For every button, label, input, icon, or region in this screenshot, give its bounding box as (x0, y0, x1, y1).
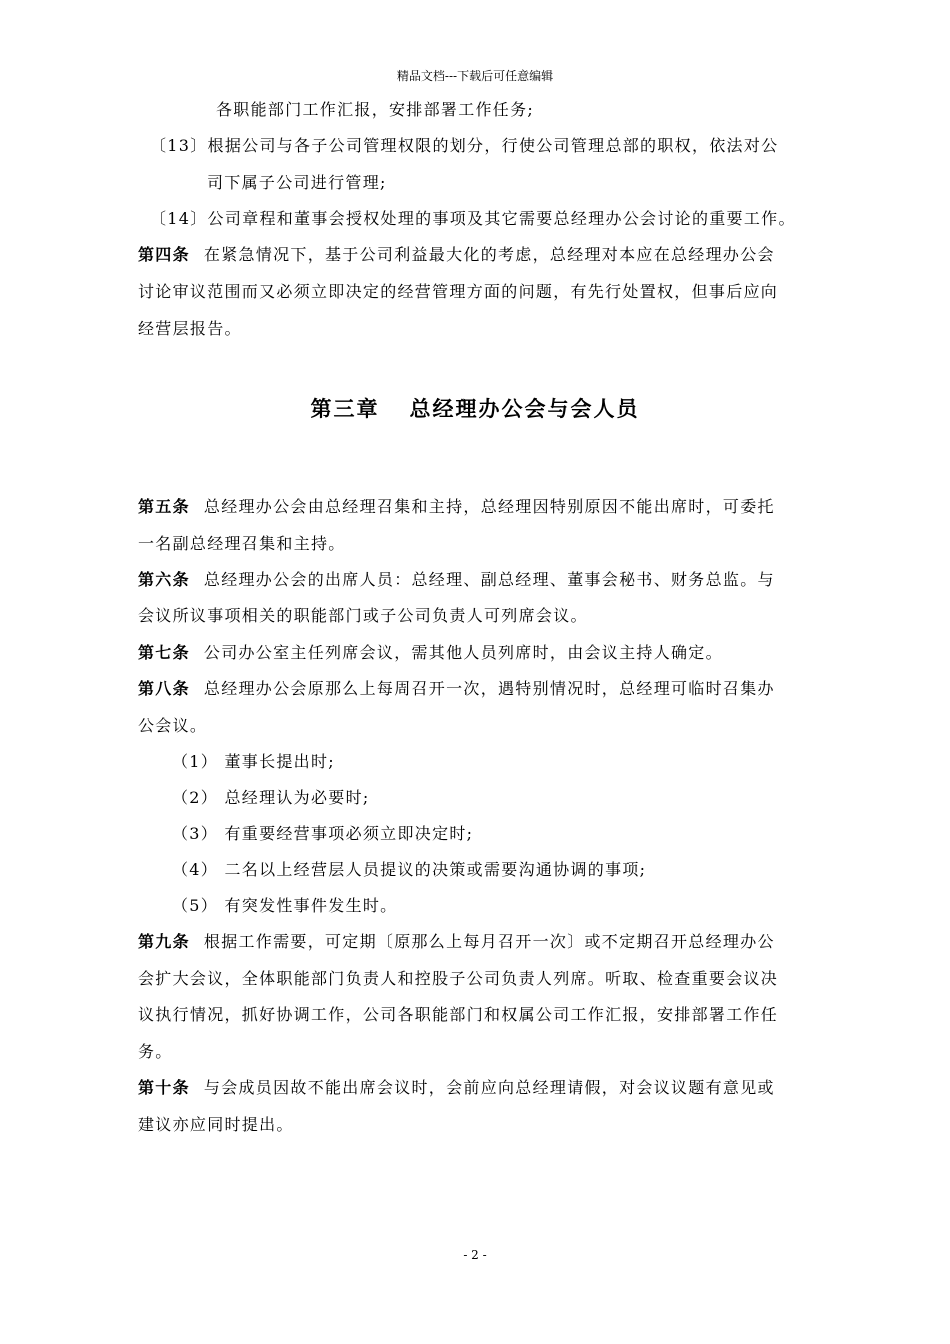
list-item: （4） 二名以上经营层人员提议的决策或需要沟通协调的事项; (172, 860, 647, 879)
chapter-heading (0, 393, 950, 423)
text-line: 各职能部门工作汇报，安排部署工作任务; (216, 100, 535, 119)
text-line: 〔13〕根据公司与各子公司管理权限的划分，行使公司管理总部的职权，依法对公 (150, 136, 779, 155)
page-header: 精品文档---下载后可任意编辑 (396, 69, 554, 83)
text-line: 务。 (138, 1042, 173, 1061)
chapter-number: 第三章 (310, 396, 380, 421)
list-item: （5） 有突发性事件发生时。 (172, 896, 398, 915)
list-item: （2） 总经理认为必要时; (172, 788, 370, 807)
text-line: 会扩大会议，全体职能部门负责人和控股子公司负责人列席。听取、检查重要会议决 (138, 969, 779, 988)
article-10: 第十条 与会成员因故不能出席会议时，会前应向总经理请假，对会议议题有意见或 (138, 1078, 775, 1097)
article-6: 第六条 总经理办公会的出席人员：总经理、副总经理、董事会秘书、财务总监。与 (138, 570, 775, 589)
list-item: （3） 有重要经营事项必须立即决定时; (172, 824, 474, 843)
text-line: 建议亦应同时提出。 (138, 1115, 294, 1134)
article-5: 第五条 总经理办公会由总经理召集和主持，总经理因特别原因不能出席时，可委托 (138, 497, 775, 516)
text-line: 议执行情况，抓好协调工作，公司各职能部门和权属公司工作汇报，安排部署工作任 (138, 1005, 779, 1024)
article-8: 第八条 总经理办公会原那么上每周召开一次，遇特别情况时，总经理可临时召集办 (138, 679, 775, 698)
text-line: 一名副总经理召集和主持。 (138, 534, 346, 553)
chapter-title: 总经理办公会与会人员 (409, 396, 640, 421)
article-9: 第九条 根据工作需要，可定期〔原那么上每月召开一次〕或不定期召开总经理办公 (138, 932, 775, 951)
page-number: - 2 - (463, 1248, 487, 1262)
text-line: 公会议。 (138, 716, 208, 735)
article-4: 第四条 在紧急情况下，基于公司利益最大化的考虑，总经理对本应在总经理办公会 (138, 245, 775, 264)
text-line: 讨论审议范围而又必须立即决定的经营管理方面的问题，有先行处置权，但事后应向 (138, 282, 779, 301)
text-line: 会议所议事项相关的职能部门或子公司负责人可列席会议。 (138, 606, 588, 625)
text-line: 司下属子公司进行管理; (207, 173, 387, 192)
article-7: 第七条 公司办公室主任列席会议，需其他人员列席时，由会议主持人确定。 (138, 643, 723, 662)
article-label: 第四条 (138, 245, 190, 264)
text-line: 经营层报告。 (138, 319, 242, 338)
text-line: 〔14〕公司章程和董事会授权处理的事项及其它需要总经理办公会讨论的重要工作。 (150, 209, 796, 228)
list-item: （1） 董事长提出时; (172, 752, 335, 771)
